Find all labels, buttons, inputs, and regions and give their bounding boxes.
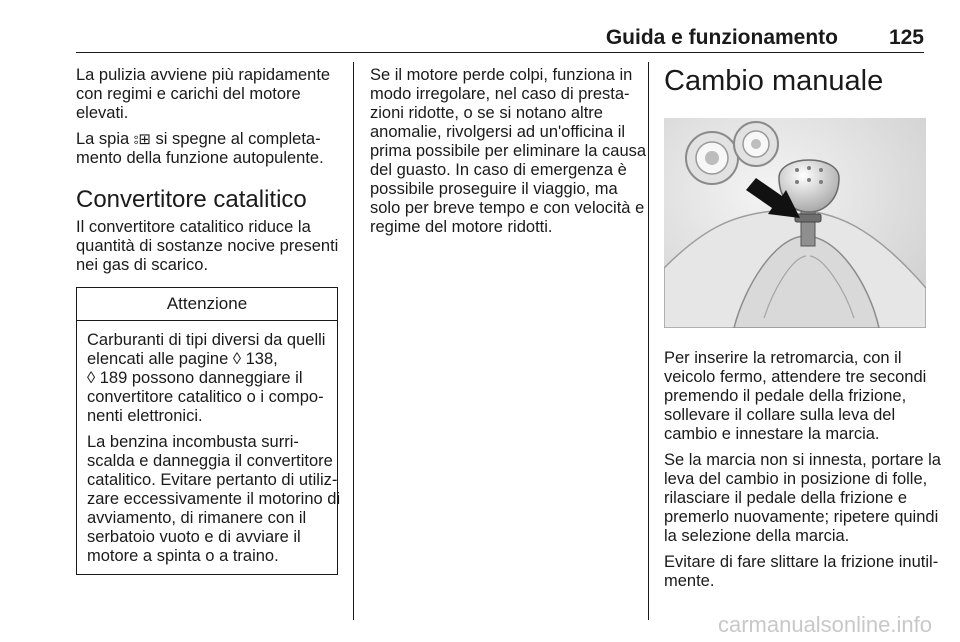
text-line: Per inserire la retromarcia, con il: [664, 349, 902, 367]
text-line: nei gas di scarico.: [76, 256, 209, 274]
text-line: motore a spinta o a traino.: [87, 547, 279, 565]
text-line: la selezione della marcia.: [664, 527, 850, 545]
text-line: La pulizia avviene più rapidamente: [76, 66, 331, 84]
reverse-gear-paragraph: [664, 349, 926, 444]
text-line: Se la marcia non si innesta, portare la: [664, 451, 941, 469]
text-line: veicolo fermo, attendere tre secondi: [664, 368, 927, 386]
dial-icon: [734, 122, 778, 166]
warning-body: [77, 321, 341, 574]
text-line: scalda e danneggia il convertitore: [87, 452, 333, 470]
text-line: premendo il pedale della frizione,: [664, 387, 907, 405]
column-divider: [648, 62, 649, 620]
text-line: con regimi e carichi del motore: [76, 85, 301, 103]
intro-paragraph: [76, 66, 338, 123]
lamp-text-before: La spia: [76, 130, 130, 148]
text-line: solo per breve tempo e con velocità e: [370, 199, 645, 217]
lamp-paragraph: [76, 130, 338, 168]
text-line: rilasciare il pedale della frizione e: [664, 489, 908, 507]
warning-paragraph: [87, 331, 329, 426]
text-line: mento della funzione autopulente.: [76, 149, 324, 167]
text-line: possibile proseguire il viaggio, ma: [370, 180, 618, 198]
column-middle: [370, 66, 647, 244]
text-line: catalitico. Evitare pertanto di utiliz-: [87, 471, 338, 489]
clutch-paragraph: [664, 553, 939, 591]
exhaust-filter-lamp-icon: ⦂⊞: [133, 130, 151, 148]
text-line: premerlo nuovamente; ripetere quindi: [664, 508, 939, 526]
text-line: quantità di sostanze nocive presenti: [76, 237, 339, 255]
text-line: La benzina incombusta surri-: [87, 433, 299, 451]
catalyst-paragraph: [76, 218, 338, 275]
text-line: mente.: [664, 572, 715, 590]
catalytic-converter-heading: Convertitore catalitico: [76, 186, 307, 213]
column-right: [664, 65, 941, 598]
warning-box: [76, 287, 341, 575]
watermark: carmanualsonline.info: [717, 612, 932, 637]
text-line: zioni ridotte, o se si notano altre: [370, 104, 603, 122]
page-number: 125: [888, 26, 924, 49]
text-line: Se il motore perde colpi, funziona in: [370, 66, 633, 84]
reverse-collar: [795, 214, 821, 222]
page-reference-link[interactable]: ◊ 189 possono danneggiare il: [87, 369, 303, 387]
text-line: Il convertitore catalitico riduce la: [76, 218, 311, 236]
text-line: [76, 130, 338, 149]
text-line: nenti elettronici.: [87, 407, 203, 425]
warning-paragraph: [87, 433, 341, 566]
column-divider: [353, 62, 354, 620]
malfunction-paragraph: [370, 66, 647, 237]
page-header: [76, 26, 924, 53]
manual-gearbox-heading: Cambio manuale: [664, 65, 884, 97]
text-line: regime del motore ridotti.: [370, 218, 553, 236]
section-title: Guida e funzionamento: [605, 26, 838, 49]
text-line: zare eccessivamente il motorino di: [87, 490, 341, 508]
lamp-text-after: si spegne al completa-: [155, 130, 321, 148]
text-line: serbatoio vuoto e di avviare il: [87, 528, 301, 546]
text-line: convertitore catalitico o i compo-: [87, 388, 324, 406]
text-line: avviamento, di rimanere con il: [87, 509, 307, 527]
text-line: leva del cambio in posizione di folle,: [664, 470, 928, 488]
text-line: Evitare di fare slittare la frizione inutil-: [664, 553, 939, 571]
text-line: del guasto. In caso di emergenza è: [370, 161, 627, 179]
column-left: [76, 66, 341, 575]
gear-engage-paragraph: [664, 451, 941, 546]
text-line: modo irregolare, nel caso di presta-: [370, 85, 630, 103]
text-line: sollevare il collare sulla leva del: [664, 406, 896, 424]
text-line: elevati.: [76, 104, 129, 122]
text-line: Carburanti di tipi diversi da quelli: [87, 331, 326, 349]
text-line: cambio e innestare la marcia.: [664, 425, 880, 443]
dial-icon: [686, 132, 738, 184]
gear-lever-illustration: [664, 118, 926, 328]
page-reference-link[interactable]: elencati alle pagine ◊ 138,: [87, 350, 278, 368]
warning-title: Attenzione: [77, 288, 337, 321]
text-line: anomalie, rivolgersi ad un'officina il: [370, 123, 626, 141]
text-line: prima possibile per eliminare la causa: [370, 142, 647, 160]
